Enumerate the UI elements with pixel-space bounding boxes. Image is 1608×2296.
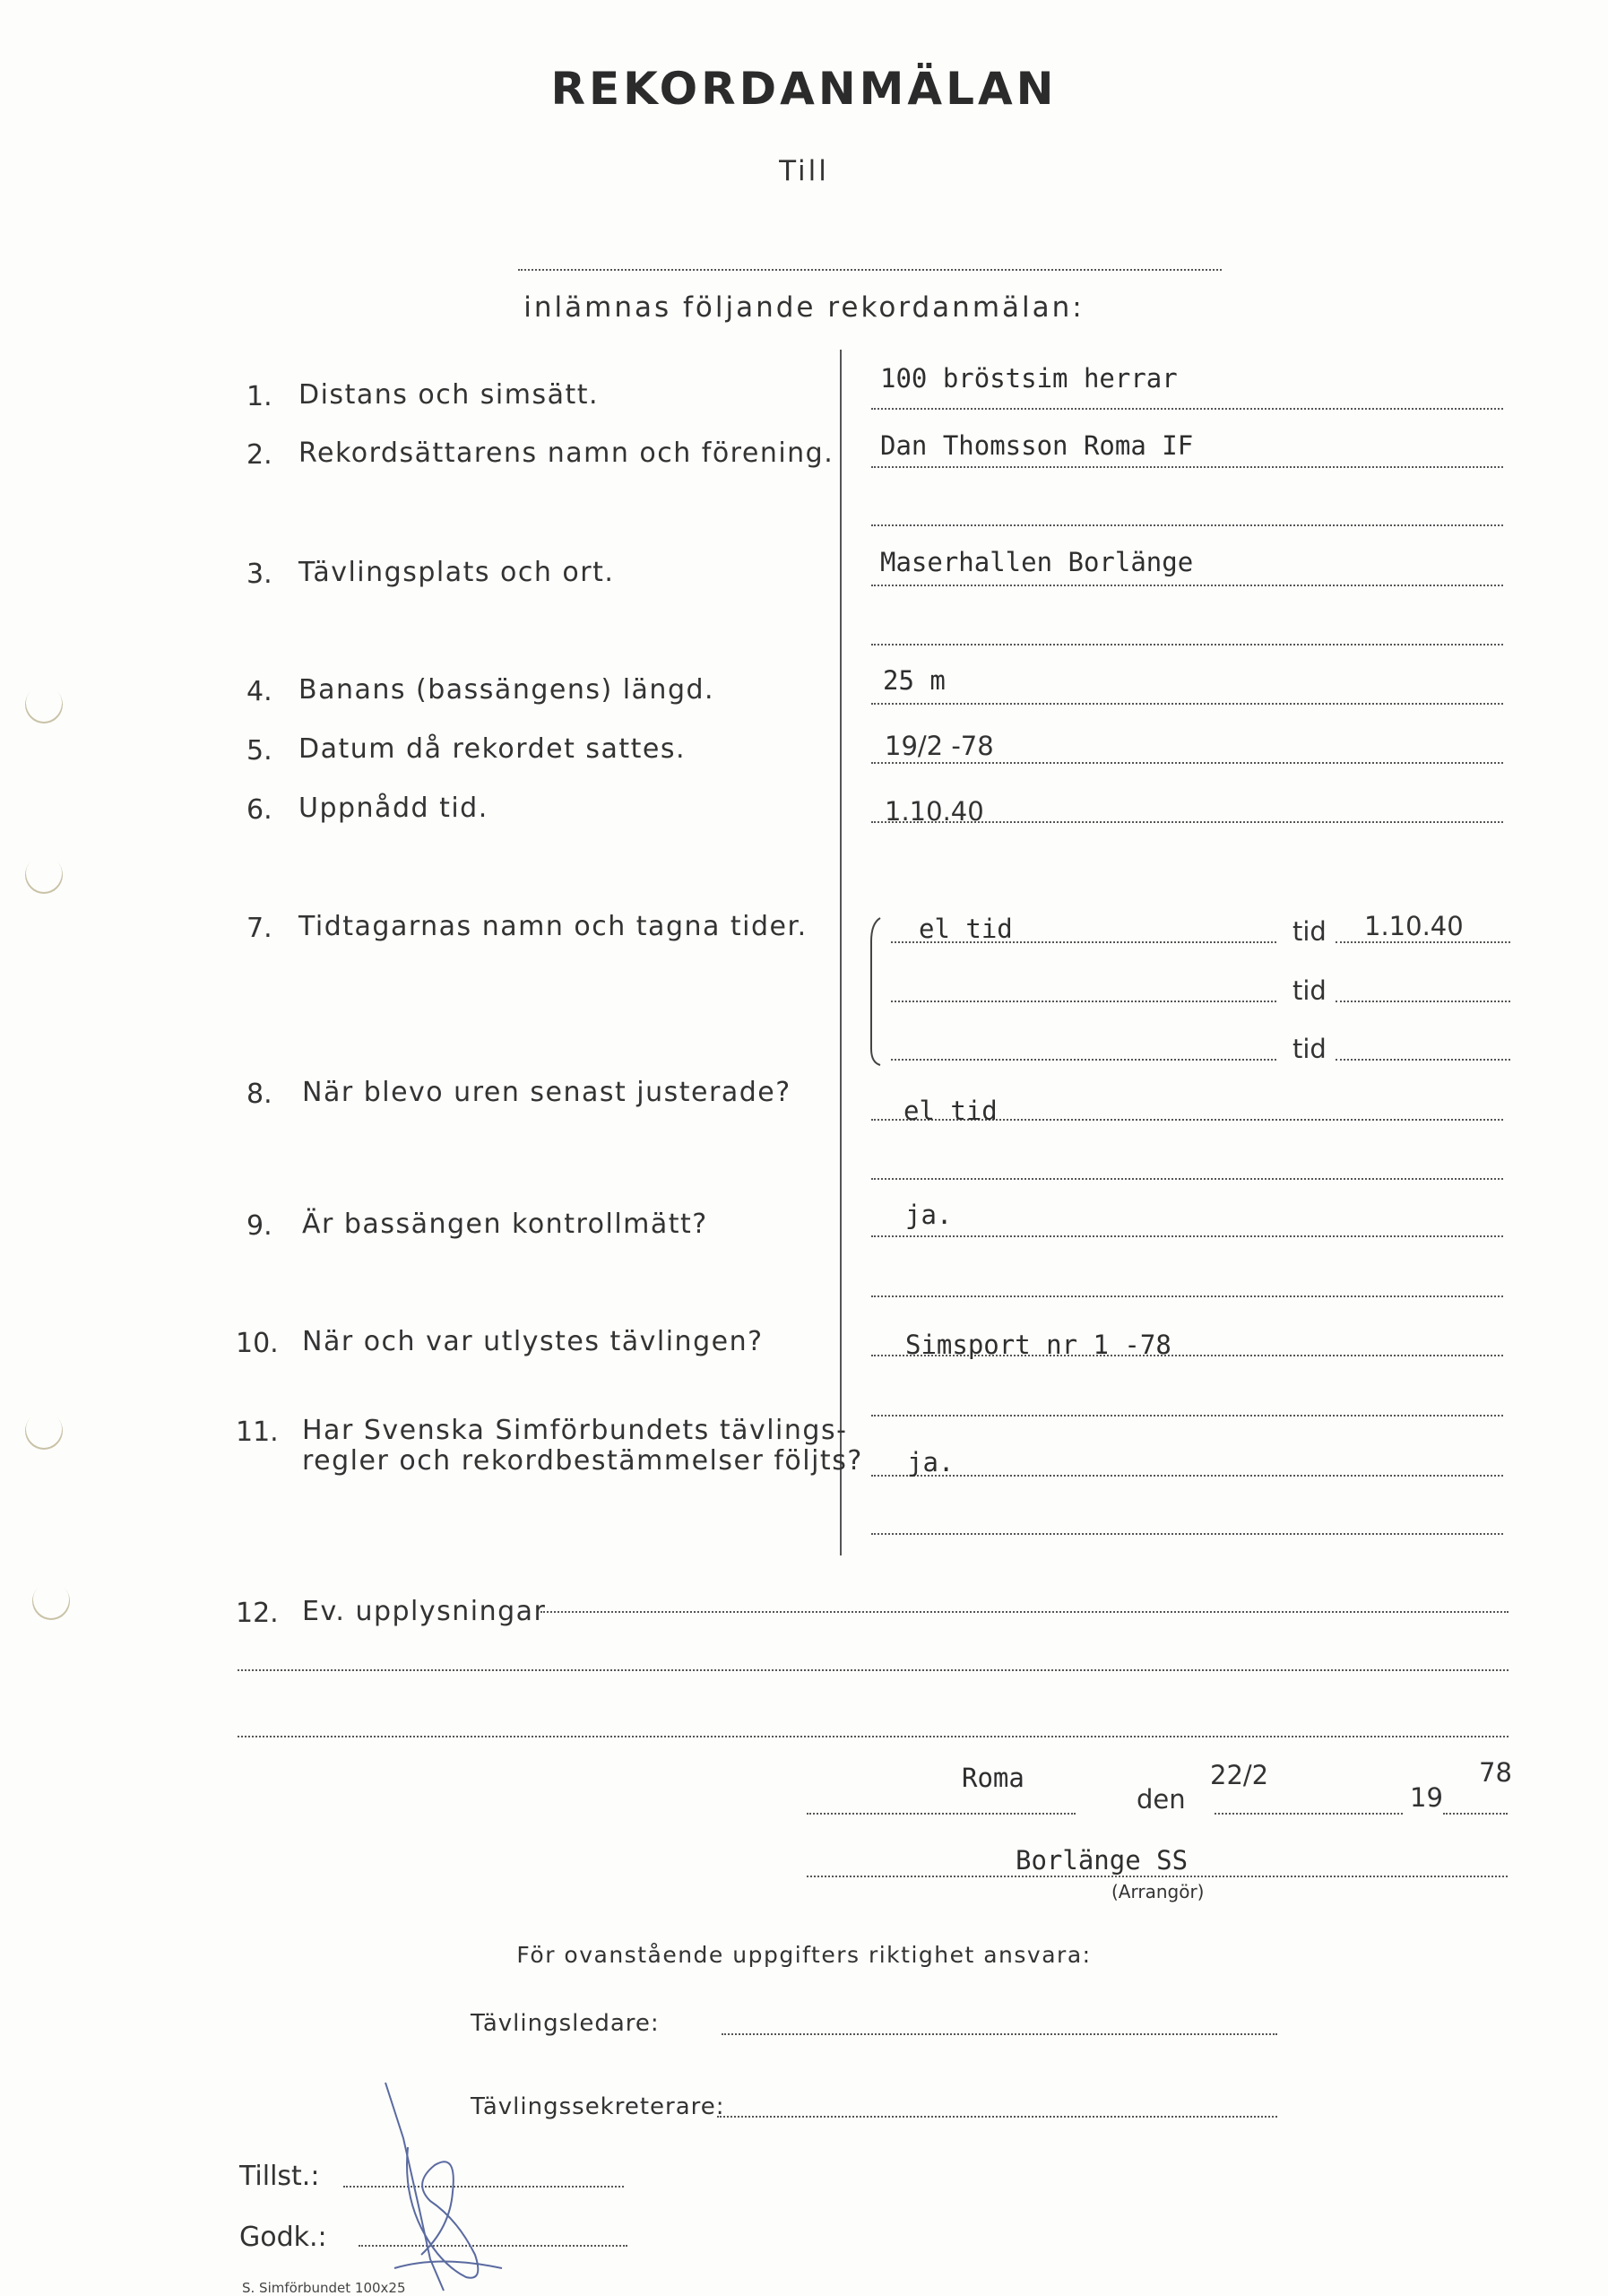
competition-secretary-line: [717, 2116, 1277, 2118]
question-9-label: Är bassängen kontrollmätt?: [302, 1209, 708, 1240]
punch-hole-mark: [17, 678, 70, 731]
answer-pool-length: 25 m: [883, 665, 946, 696]
signature-place: Roma: [962, 1763, 1024, 1793]
question-4-label: Banans (bassängens) längd.: [298, 674, 715, 706]
answer-time: 1.10.40: [885, 796, 984, 827]
competition-leader-label: Tävlingsledare:: [471, 2010, 660, 2037]
question-number: 12.: [236, 1598, 279, 1629]
timer-1-tid-label: tid: [1292, 916, 1327, 947]
question-number: 9.: [246, 1210, 272, 1242]
year-prefix: 19: [1410, 1782, 1443, 1813]
document-title: REKORDANMÄLAN: [550, 63, 1058, 115]
bracket-mark: [868, 914, 886, 1067]
organizer-line: [807, 1876, 1508, 1877]
question-6-label: Uppnådd tid.: [298, 793, 488, 824]
question-number: 2.: [246, 439, 272, 471]
answer-distance: 100 bröstsim herrar: [880, 363, 1178, 394]
timer-2-tid-label: tid: [1292, 975, 1327, 1006]
intro-text: inlämnas följande rekordanmälan:: [523, 291, 1085, 324]
column-divider: [840, 350, 842, 1555]
timer-3-name-line: [891, 1059, 1276, 1061]
punch-hole-mark: [17, 848, 70, 901]
notes-line: [238, 1736, 1509, 1737]
answer-date: 19/2 -78: [885, 731, 994, 761]
responsible-text: För ovanstående uppgifters riktighet ansvara:: [516, 1942, 1092, 1968]
answer-pool-measured: ja.: [905, 1200, 953, 1230]
answer-line: [871, 644, 1503, 645]
signature-year: 78: [1479, 1757, 1512, 1788]
timer-3-tid-label: tid: [1292, 1034, 1327, 1064]
question-3-label: Tävlingsplats och ort.: [298, 557, 615, 588]
timer-3-time-line: [1336, 1059, 1510, 1061]
answer-line: [871, 1475, 1503, 1477]
answer-line: [871, 408, 1503, 410]
question-8-label: När blevo uren senast justerade?: [302, 1077, 791, 1108]
till-label: Till: [779, 155, 829, 187]
answer-line: [871, 1235, 1503, 1237]
question-7-label: Tidtagarnas namn och tagna tider.: [298, 911, 808, 942]
question-12-label: Ev. upplysningar: [302, 1596, 547, 1627]
question-11-label-line2: regler och rekordbestämmelser följts?: [302, 1445, 863, 1477]
answer-name-club: Dan Thomsson Roma IF: [880, 430, 1194, 461]
timer-2-time-line: [1336, 1001, 1510, 1002]
question-number: 1.: [246, 381, 272, 412]
timer-1-time-line: [1336, 941, 1510, 943]
punch-hole-mark: [24, 1574, 77, 1627]
godk-label: Godk.:: [239, 2222, 327, 2253]
competition-leader-line: [722, 2033, 1277, 2035]
timer-1-name: el tid: [919, 914, 1013, 944]
question-number: 11.: [236, 1417, 279, 1448]
organizer-name: Borlänge SS: [1016, 1845, 1189, 1876]
question-number: 7.: [246, 913, 272, 944]
question-5-label: Datum då rekordet sattes.: [298, 733, 687, 765]
question-number: 5.: [246, 735, 272, 767]
answer-line: [871, 1533, 1503, 1535]
year-line: [1443, 1813, 1508, 1815]
punch-hole-mark: [17, 1404, 70, 1457]
question-1-label: Distans och simsätt.: [298, 379, 600, 411]
answer-venue: Maserhallen Borlänge: [880, 547, 1194, 577]
answer-line: [871, 466, 1503, 468]
answer-line: [871, 524, 1503, 526]
question-2-label: Rekordsättarens namn och förening.: [298, 438, 834, 469]
question-number: 6.: [246, 794, 272, 826]
timer-1-time: 1.10.40: [1364, 911, 1464, 941]
date-line: [1215, 1813, 1403, 1815]
notes-line: [238, 1669, 1509, 1671]
place-line: [807, 1813, 1076, 1815]
signature-date: 22/2: [1210, 1760, 1269, 1790]
notes-line: [540, 1611, 1509, 1613]
question-number: 10.: [236, 1328, 279, 1359]
recipient-line: [518, 269, 1222, 271]
question-11-label: Har Svenska Simförbundets tävlings-: [302, 1415, 848, 1446]
question-number: 4.: [246, 676, 272, 707]
competition-secretary-label: Tävlingssekreterare:: [471, 2093, 725, 2120]
organizer-label: (Arrangör): [1111, 1881, 1205, 1902]
den-label: den: [1137, 1784, 1186, 1815]
answer-clock-adjusted: el tid: [903, 1096, 998, 1126]
tillst-label: Tillst.:: [239, 2161, 320, 2192]
answer-rules-followed: ja.: [907, 1447, 955, 1477]
answer-line: [871, 1415, 1503, 1417]
question-number: 3.: [246, 559, 272, 590]
timer-2-name-line: [891, 1001, 1276, 1002]
answer-announced: Simsport nr 1 -78: [905, 1330, 1171, 1360]
question-10-label: När och var utlystes tävlingen?: [302, 1326, 764, 1357]
question-number: 8.: [246, 1079, 272, 1110]
answer-line: [871, 1178, 1503, 1180]
answer-line: [871, 1295, 1503, 1297]
answer-line: [871, 703, 1503, 705]
answer-line: [871, 762, 1503, 764]
footer-print-info: S. Simförbundet 100x25: [242, 2280, 406, 2296]
handwritten-signature: [367, 2075, 520, 2295]
answer-line: [871, 585, 1503, 586]
